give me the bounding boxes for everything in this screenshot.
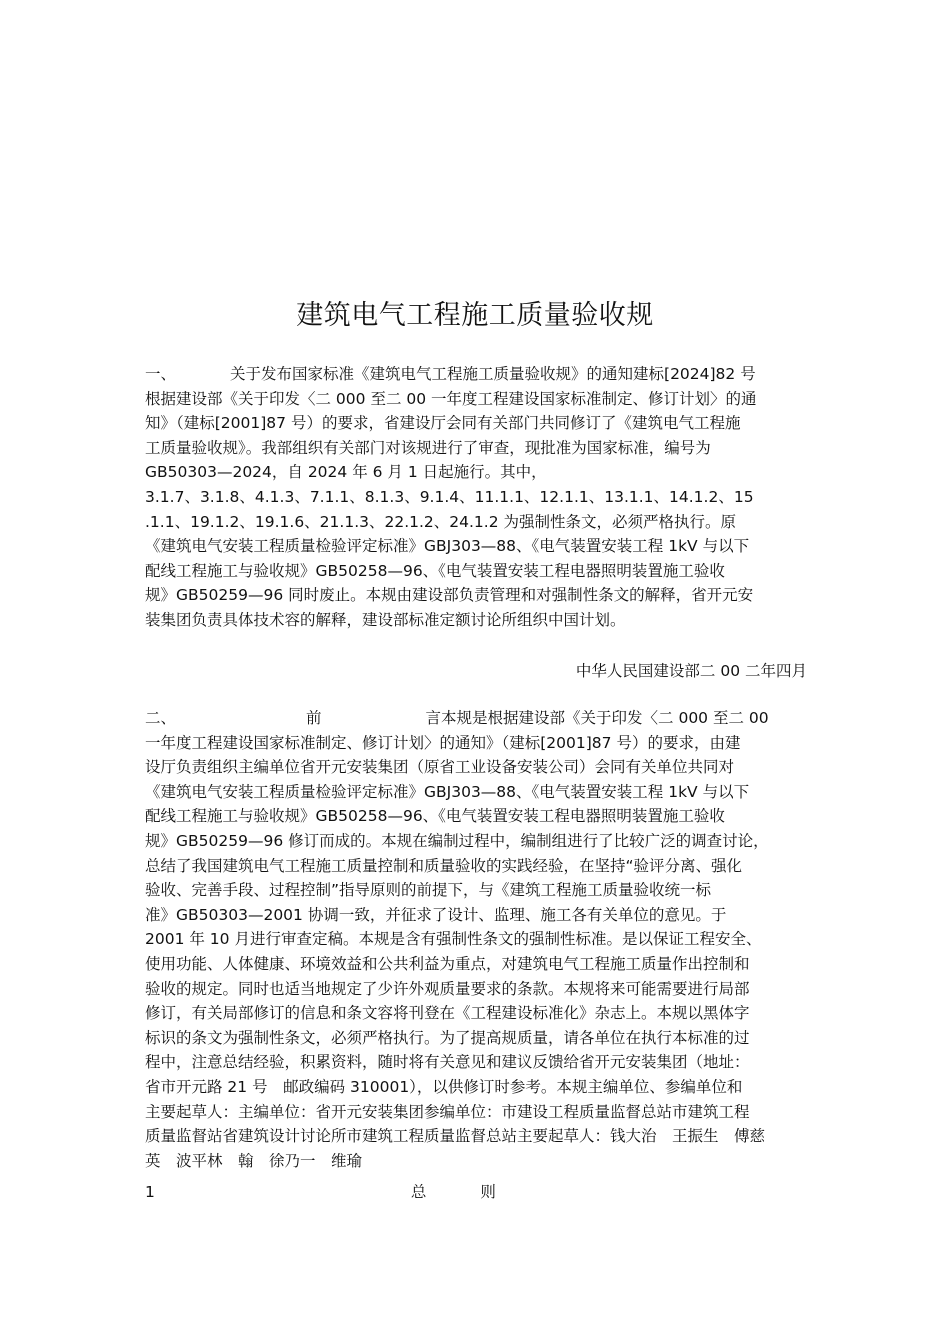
paragraph-line: 《建筑电气安装工程质量检验评定标准》GBJ303—88、《电气装置安装工程 1kV 与以下 bbox=[145, 782, 750, 801]
paragraph-line: 根据建设部《关于印发〈二 000 至二 00 一年度工程建设国家标准制定、修订计划〉的通 bbox=[145, 389, 757, 408]
paragraph-line: 修订，有关局部修订的信息和条文容将刊登在《工程建设标准化》杂志上。本规以黑体字 bbox=[145, 1004, 750, 1023]
paragraph-line: 验收、完善手段、过程控制”指导原则的前提下，与《建筑工程施工质量验收统一标 bbox=[145, 881, 712, 900]
paragraph-line: 省市开元路 21 号 邮政编码 310001），以供修订时参考。本规主编单位、参编单位和 bbox=[145, 1077, 743, 1096]
chapter-title-part: 总 bbox=[410, 1183, 427, 1201]
section-notice-first-line bbox=[145, 362, 807, 387]
paragraph-line: 标识的条文为强制性条文，必须严格执行。为了提高规质量，请各单位在执行本标准的过 bbox=[145, 1028, 750, 1047]
paragraph-line: GB50303—2024，自 2024 年 6 月 1 日起施行。其中， bbox=[145, 463, 547, 482]
paragraph-line: 验收的规定。同时也适当地规定了少许外观质量要求的条款。本规将来可能需要进行局部 bbox=[145, 979, 750, 998]
issuer-signature: 中华人民国建设部二 00 二年四月 bbox=[575, 662, 807, 680]
chapter-number: 1 bbox=[145, 1183, 155, 1201]
paragraph-line: 程中，注意总结经验，积累资料，随时将有关意见和建议反馈给省开元安装集团（地址： bbox=[145, 1053, 750, 1072]
paragraph-line: 英 波平林 翰 徐乃一 维瑜 bbox=[145, 1151, 363, 1170]
document-title: 建筑电气工程施工质量验收规 bbox=[296, 300, 654, 331]
paragraph-line: 配线工程施工与验收规》GB50258—96、《电气装置安装工程电器照明装置施工验收 bbox=[145, 561, 725, 580]
paragraph-line: 知》（建标[2001]87 号）的要求，省建设厅会同有关部门共同修订了《建筑电气工程施 bbox=[145, 414, 741, 433]
paragraph-line: 准》GB50303—2001 协调一致，并征求了设计、监理、施工各有关单位的意见。于 bbox=[145, 905, 727, 924]
paragraph-line: 工质量验收规》。我部组织有关部门对该规进行了审查，现批准为国家标准，编号为 bbox=[145, 438, 711, 457]
section-number: 二、 bbox=[145, 709, 177, 727]
paragraph-line: 主要起草人：主编单位：省开元安装集团参编单位：市建设工程质量监督总站市建筑工程 bbox=[145, 1102, 750, 1121]
paragraph-line: 规》GB50259—96 同时废止。本规由建设部负责管理和对强制性条文的解释，省开元安 bbox=[145, 586, 754, 605]
paragraph-line: 《建筑电气安装工程质量检验评定标准》GBJ303—88、《电气装置安装工程 1kV 与以下 bbox=[145, 537, 750, 556]
paragraph-line: 质量监督站省建筑设计讨论所市建筑工程质量监督总站主要起草人：钱大治 王振生 傅慈 bbox=[145, 1127, 766, 1146]
section-preface-first-line bbox=[145, 706, 807, 731]
paragraph-line: 2001 年 10 月进行审查定稿。本规是含有强制性条文的强制性标准。是以保证工程安全、 bbox=[145, 930, 762, 949]
paragraph-line: 关于发布国家标准《建筑电气工程施工质量验收规》的通知建标[2024]82 号 bbox=[230, 365, 756, 383]
paragraph-line: 一年度工程建设国家标准制定、修订计划〉的通知》（建标[2001]87 号）的要求，由建 bbox=[145, 733, 741, 752]
paragraph-line: 装集团负责具体技术容的解释，建设部标准定额讨论所组织中国计划。 bbox=[145, 610, 626, 629]
paragraph-line: .1.1、19.1.2、19.1.6、21.1.3、22.1.2、24.1.2 为强制性条文，必须严格执行。原 bbox=[145, 512, 737, 531]
paragraph-line: 规》GB50259—96 修订而成的。本规在编制过程中，编制组进行了比较广泛的调查讨论， bbox=[145, 831, 769, 850]
section-number: 一、 bbox=[145, 365, 177, 383]
section-notice bbox=[145, 362, 807, 633]
section-preface bbox=[145, 706, 807, 1173]
paragraph-line: 使用功能、人体健康、环境效益和公共利益为重点，对建筑电气工程施工质量作出控制和 bbox=[145, 954, 750, 973]
paragraph-line: 言本规是根据建设部《关于印发〈二 000 至二 00 bbox=[425, 709, 769, 727]
paragraph-line: 总结了我国建筑电气工程施工质量控制和质量验收的实践经验，在坚持“验评分离、强化 bbox=[145, 856, 743, 875]
chapter-title-part: 则 bbox=[480, 1183, 496, 1201]
paragraph-line: 设厅负责组织主编单位省开元安装集团（原省工业设备安装公司）会同有关单位共同对 bbox=[145, 758, 735, 777]
paragraph-line: 3.1.7、3.1.8、4.1.3、7.1.1、8.1.3、9.1.4、11.1.1、12.1.1、13.1.1、14.1.2、15 bbox=[145, 487, 754, 506]
chapter-heading bbox=[145, 1180, 807, 1205]
section-heading: 前 bbox=[306, 709, 322, 727]
paragraph-line: 配线工程施工与验收规》GB50258—96、《电气装置安装工程电器照明装置施工验收 bbox=[145, 807, 725, 826]
